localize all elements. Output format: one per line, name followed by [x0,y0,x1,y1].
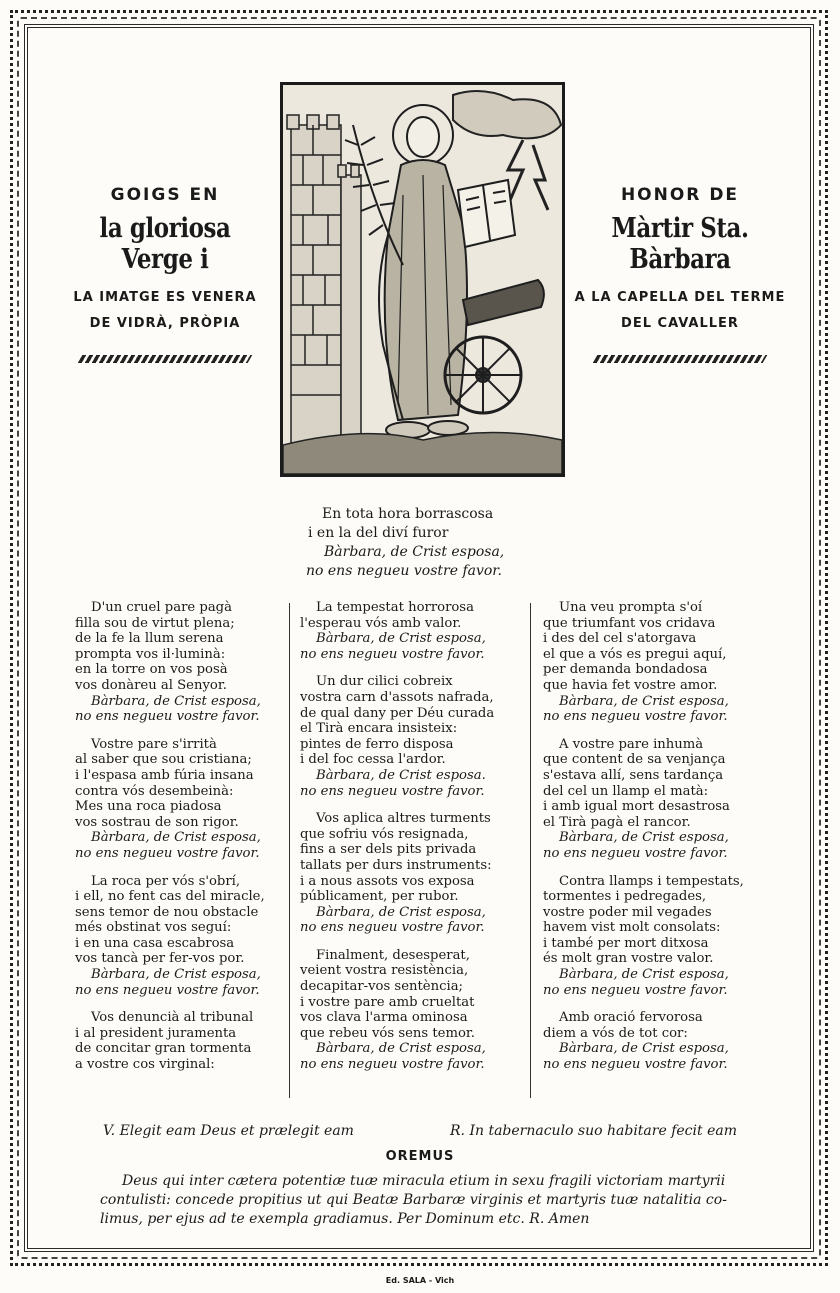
verse-line: l'esperau vós amb valor. [300,615,462,631]
refrain-repeat-line: Bàrbara, de Crist esposa, [559,830,729,846]
versicle-r: R. In tabernaculo suo habitare fecit eam [450,1123,737,1139]
versicle-v: V. Elegit eam Deus et prælegit eam [103,1123,354,1139]
refrain-repeat-line: no ens negueu vostre favor. [543,982,728,998]
verse-line: de la fe la llum serena [75,631,224,647]
header-right-label: HONOR DE [620,185,740,205]
verse-line: i l'espasa amb fúria insana [75,767,254,783]
verse-line: vos tancà per fer-vos por. [75,951,245,967]
header-left-line2: DE VIDRÀ, PRÒPIA [89,316,241,331]
verse-line: i a nous assots vos exposa [300,873,475,889]
refrain-repeat-line: no ens negueu vostre favor. [543,1057,728,1073]
header-right-line2: DEL CAVALLER [621,316,739,331]
verse-line: el Tirà encara insisteix: [300,721,458,737]
stanza [75,1010,280,1072]
woodcut-illustration [283,85,562,474]
refrain-verse [300,505,560,581]
verse-line: tormentes i pedregades, [543,889,707,905]
verse-line: de concitar gran tormenta [75,1041,252,1057]
verse-line: Una veu prompta s'oí [559,600,703,615]
verse-line: el que a vós es pregui aquí, [543,646,727,662]
verse-line: públicament, per rubor. [300,889,459,905]
prayer-line: contulisti: concede propitius ut qui Beatæ Barbaræ virginis et martyris tuæ natalitia co- [100,1192,727,1208]
verse-line: diem a vós de tot cor: [543,1025,688,1041]
stanza [543,737,773,862]
verse-line: prompta vos il·luminà: [75,646,226,662]
verse-line: Un dur cilici cobreix [316,674,453,690]
ornament-divider-right [593,355,768,363]
refrain-line: En tota hora borrascosa [322,506,494,522]
verse-line: Vos aplica altres turments [316,811,491,827]
refrain-repeat-line: Bàrbara, de Crist esposa, [316,1041,486,1057]
verse-line: decapitar-vos sentència; [300,979,463,995]
stanza [543,600,773,725]
verse-line: que havia fet vostre amor. [543,677,718,693]
verse-line: fins a ser dels pits privada [300,842,477,858]
refrain-repeat-line: no ens negueu vostre favor. [75,845,260,861]
verse-line: tallats per durs instruments: [300,857,492,873]
header-left-line1: LA IMATGE ES VENERA [73,290,257,305]
verse-line: el Tirà pagà el rancor. [543,814,691,830]
verse-line: vos donàreu al Senyor. [75,677,227,693]
prayer-text [100,1172,750,1229]
ornament-divider-left [78,355,253,363]
stanza [543,874,773,999]
refrain-repeat-line: no ens negueu vostre favor. [75,982,260,998]
verse-line: que sofriu vós resignada, [300,826,469,842]
stanza [300,811,525,936]
column-separator [530,603,531,1098]
stanza [300,674,525,799]
column-separator [289,603,290,1098]
refrain-repeat-line: no ens negueu vostre favor. [300,1057,485,1073]
refrain-repeat-line: Bàrbara, de Crist esposa, [559,967,729,983]
refrain-repeat-line: no ens negueu vostre favor. [300,646,485,662]
verse-line: La tempestat horrorosa [316,600,474,615]
verse-line: Finalment, desesperat, [316,947,470,963]
verse-column-1 [75,600,280,1085]
verse-line: Mes una roca piadosa [75,799,222,815]
verse-column-3 [543,600,773,1085]
verse-line: per demanda bondadosa [543,662,708,678]
header-left-label: GOIGS EN [110,185,220,205]
verse-line: a vostre cos virginal: [75,1057,215,1073]
verse-line: vostre poder mil vegades [543,904,712,920]
refrain-line: no ens negueu vostre favor. [306,563,502,579]
verse-line: i en una casa escabrosa [75,935,235,951]
header-right-title: Màrtir Sta. Bàrbara [611,213,749,275]
refrain-repeat-line: Bàrbara, de Crist esposa, [316,631,486,647]
refrain-repeat-line: no ens negueu vostre favor. [75,709,260,725]
verse-line: i des del cel s'atorgava [543,631,697,647]
refrain-repeat-line: Bàrbara, de Crist esposa, [559,1041,729,1057]
refrain-line: i en la del diví furor [308,525,449,541]
stanza [300,600,525,662]
verse-line: sens temor de nou obstacle [75,904,259,920]
verse-line: que rebeu vós sens temor. [300,1025,475,1041]
refrain-repeat-line: Bàrbara, de Crist esposa, [91,830,261,846]
verse-line: contra vós desembeinà: [75,783,234,799]
oremus-heading: OREMUS [385,1149,455,1164]
refrain-repeat-line: no ens negueu vostre favor. [543,709,728,725]
verse-line: Amb oració fervorosa [559,1010,703,1026]
verse-line: vos sostrau de son rigor. [75,814,239,830]
verse-line: filla sou de virtut plena; [75,615,235,631]
header-left [50,185,280,363]
verse-line: en la torre on vos posà [75,662,228,678]
stanza [543,1010,773,1072]
refrain-repeat-line: no ens negueu vostre favor. [300,920,485,936]
refrain-repeat-line: Bàrbara, de Crist esposa, [316,904,486,920]
verse-line: més obstinat vos seguí: [75,920,232,936]
verse-line: i amb igual mort desastrosa [543,799,730,815]
saint-barbara-woodcut [280,82,565,477]
verse-line: La roca per vós s'obrí, [91,873,241,889]
refrain-repeat-line: Bàrbara, de Crist esposa, [559,693,729,709]
verse-line: i del foc cessa l'ardor. [300,752,446,768]
refrain-repeat-line: Bàrbara, de Crist esposa, [91,967,261,983]
verse-line: de qual dany per Déu curada [300,705,495,721]
verse-line: havem vist molt consolats: [543,920,721,936]
verse-line: Contra llamps i tempestats, [559,873,744,889]
verse-line: Vostre pare s'irrità [91,736,217,752]
prayer-line: limus, per ejus ad te exempla gradiamus. Per Dominum etc. R. Amen [100,1211,590,1227]
verse-line: del cel un llamp el matà: [543,783,709,799]
refrain-repeat-line: no ens negueu vostre favor. [543,845,728,861]
verse-line: pintes de ferro disposa [300,736,454,752]
stanza [75,737,280,862]
verse-column-2 [300,600,525,1085]
verse-line: A vostre pare inhumà [559,736,704,752]
verse-line: i al president juramenta [75,1025,237,1041]
open-book-drawing [458,180,515,247]
verse-line: i vostre pare amb crueltat [300,994,475,1010]
verse-line: vos clava l'arma ominosa [300,1010,468,1026]
refrain-repeat-line: Bàrbara, de Crist esposa, [91,693,261,709]
verse-line: veient vostra resistència, [300,963,469,979]
verse-line: i també per mort ditxosa [543,935,709,951]
stanza [75,600,280,725]
publisher-imprint: Ed. SALA - Vich [385,1276,455,1285]
stanza [300,948,525,1073]
verse-line: al saber que sou cristiana; [75,752,252,768]
verse-line: vostra carn d'assots nafrada, [300,689,494,705]
verse-line: que content de sa venjança [543,752,726,768]
stanza [75,874,280,999]
header-right-line1: A LA CAPELLA DEL TERME [574,290,786,305]
verse-line: és molt gran vostre valor. [543,951,714,967]
prayer-line: Deus qui inter cætera potentiæ tuæ miracula etium in sexu fragili victoriam martyrii [122,1173,726,1189]
header-right [565,185,795,363]
verse-line: s'estava allí, sens tardança [543,767,724,783]
header-left-title: la gloriosa Verge i [99,213,231,275]
refrain-line: Bàrbara, de Crist esposa, [324,544,505,560]
verse-line: Vos denuncià al tribunal [91,1010,254,1026]
verse-line: D'un cruel pare pagà [91,600,232,615]
refrain-repeat-line: no ens negueu vostre favor. [300,783,485,799]
verse-line: i ell, no fent cas del miracle, [75,889,265,905]
verse-line: que triumfant vos cridava [543,615,716,631]
refrain-repeat-line: Bàrbara, de Crist esposa. [316,767,486,783]
